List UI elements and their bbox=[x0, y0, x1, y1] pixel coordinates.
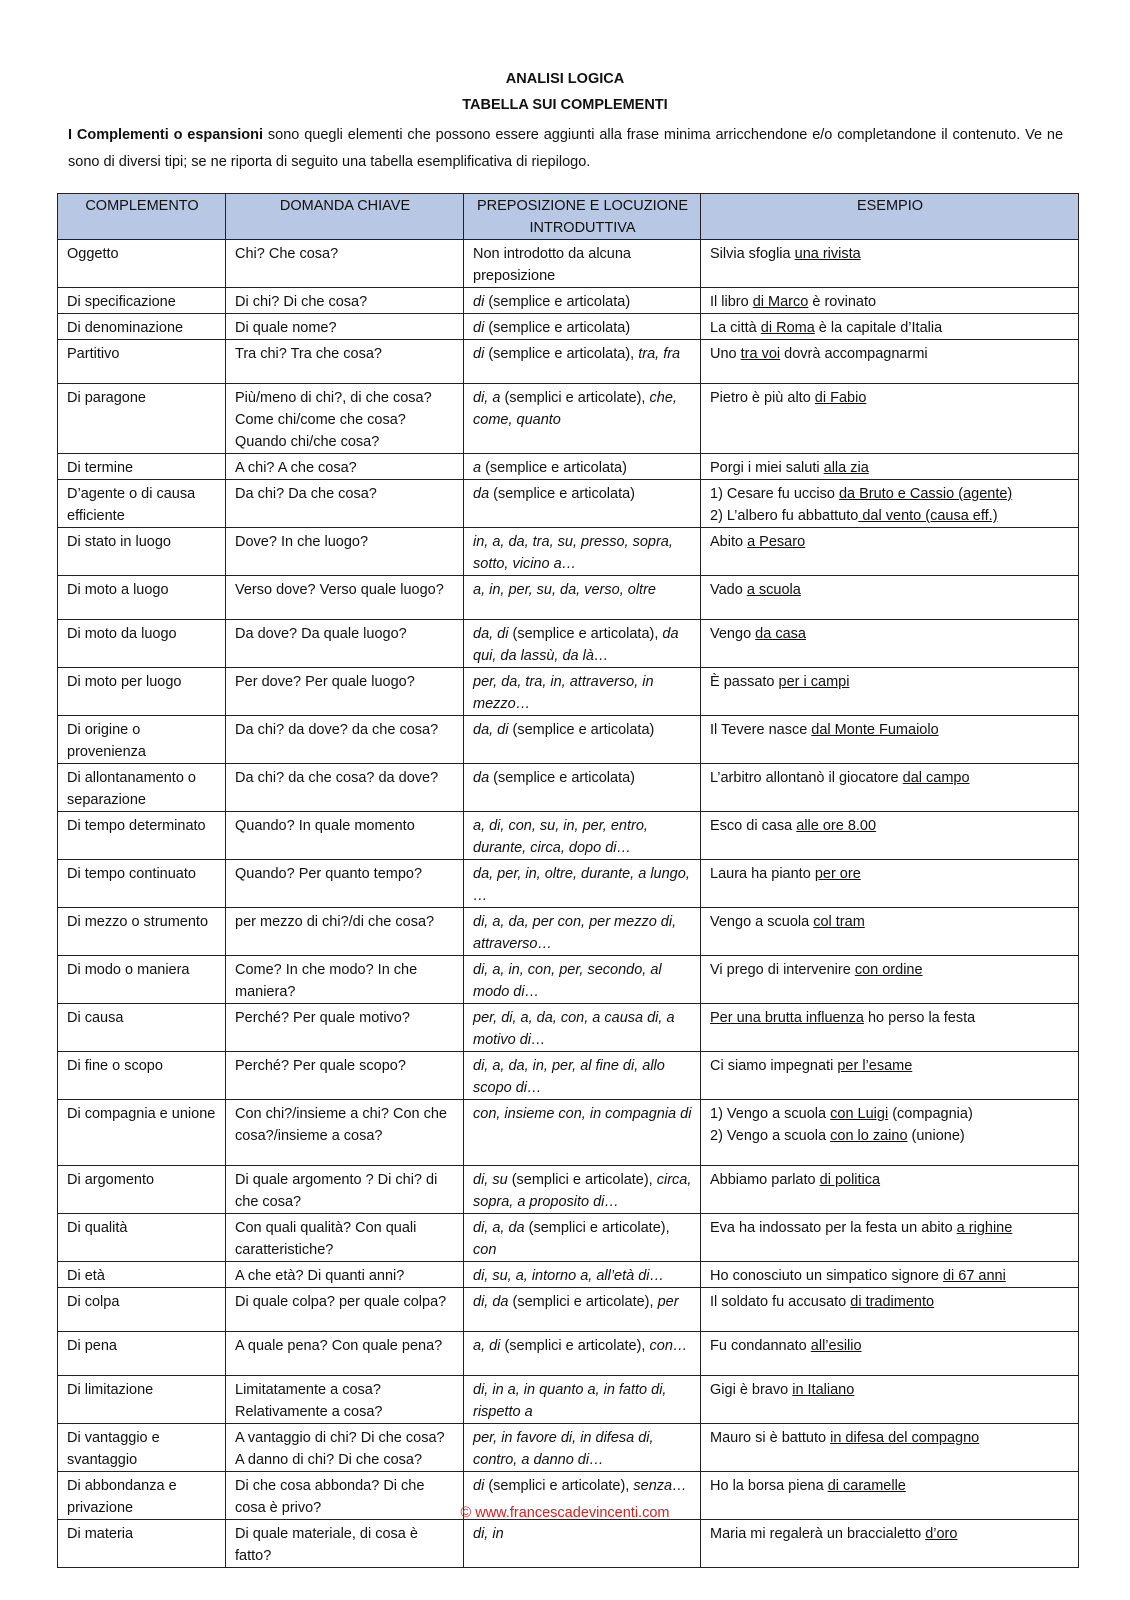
cell-text-run: È passato bbox=[710, 674, 779, 690]
cell-domanda-chiave: Perché? Per quale scopo? bbox=[226, 1052, 464, 1100]
cell-text-run: a, in, per, su, da, verso, oltre bbox=[473, 582, 656, 598]
cell-complemento: Oggetto bbox=[58, 240, 226, 288]
table-row bbox=[58, 812, 1079, 860]
example-highlight: con ordine bbox=[854, 962, 923, 978]
table-row bbox=[58, 288, 1079, 314]
cell-text-run: Il libro bbox=[710, 294, 753, 310]
table-row bbox=[58, 956, 1079, 1004]
cell-preposizione bbox=[464, 668, 701, 716]
cell-domanda-chiave: Di chi? Di che cosa? bbox=[226, 288, 464, 314]
cell-esempio bbox=[701, 314, 1079, 340]
cell-text-run: di bbox=[473, 320, 485, 336]
table-row bbox=[58, 384, 1079, 454]
cell-text-run: che, come, quanto bbox=[473, 390, 677, 428]
complements-table bbox=[57, 193, 1079, 1568]
cell-preposizione bbox=[464, 764, 701, 812]
cell-text-run: Ho conosciuto un simpatico signore bbox=[710, 1268, 943, 1284]
cell-text-run: Uno bbox=[710, 346, 741, 362]
cell-complemento: Di termine bbox=[58, 454, 226, 480]
cell-text-run: da bbox=[473, 486, 490, 502]
cell-domanda-chiave: Chi? Che cosa? bbox=[226, 240, 464, 288]
cell-complemento: Di mezzo o strumento bbox=[58, 908, 226, 956]
table-row bbox=[58, 1288, 1079, 1332]
document-title: ANALISI LOGICA bbox=[505, 71, 625, 87]
intro-text: sono quegli elementi che possono essere aggiunti alla frase minima arricchendone e/o completandone il contenuto. Ve ne sono di diversi tipi; se ne riporta di seguito una tabella esemplificativa di riepilogo. bbox=[68, 127, 1064, 170]
cell-text-run: Non introdotto da alcuna preposizione bbox=[473, 246, 631, 284]
cell-text-run: di, a, da, per con, per mezzo di, attraverso… bbox=[473, 914, 677, 952]
example-highlight: alla zia bbox=[823, 460, 869, 476]
cell-complemento: Di pena bbox=[58, 1332, 226, 1376]
example-highlight: da casa bbox=[755, 626, 806, 642]
cell-complemento: Di paragone bbox=[58, 384, 226, 454]
cell-complemento: Di moto da luogo bbox=[58, 620, 226, 668]
cell-preposizione bbox=[464, 454, 701, 480]
cell-text-run: di, a, da bbox=[473, 1220, 525, 1236]
cell-complemento: Di abbondanza e privazione bbox=[58, 1472, 226, 1520]
cell-esempio bbox=[701, 860, 1079, 908]
cell-text-run: Il Tevere nasce bbox=[710, 722, 812, 738]
cell-text-run: per, di, a, da, con, a causa di, a motivo di… bbox=[473, 1010, 675, 1048]
cell-preposizione bbox=[464, 1520, 701, 1568]
cell-text-run: (semplice e articolata) bbox=[484, 320, 631, 336]
cell-text-run: Fu condannato bbox=[710, 1338, 811, 1354]
cell-domanda-chiave: Per dove? Per quale luogo? bbox=[226, 668, 464, 716]
cell-domanda-chiave: Da chi? Da che cosa? bbox=[226, 480, 464, 528]
cell-domanda-chiave: Perché? Per quale motivo? bbox=[226, 1004, 464, 1052]
cell-preposizione bbox=[464, 1262, 701, 1288]
cell-text-run: Esco di casa bbox=[710, 818, 797, 834]
cell-esempio bbox=[701, 1262, 1079, 1288]
example-highlight: dal campo bbox=[902, 770, 970, 786]
cell-text-run: Maria mi regalerà un braccialetto bbox=[710, 1526, 926, 1542]
table-row bbox=[58, 908, 1079, 956]
cell-preposizione bbox=[464, 288, 701, 314]
cell-esempio bbox=[701, 1004, 1079, 1052]
cell-text-run: di, da bbox=[473, 1294, 509, 1310]
example-highlight: di caramelle bbox=[827, 1478, 906, 1494]
cell-domanda-chiave: A vantaggio di chi? Di che cosa? A danno di chi? Di che cosa? bbox=[226, 1424, 464, 1472]
cell-text-run: Vengo bbox=[710, 626, 756, 642]
table-header-row bbox=[58, 194, 1079, 240]
cell-complemento: Di specificazione bbox=[58, 288, 226, 314]
cell-text-run: Vengo a scuola bbox=[710, 914, 814, 930]
intro-bold-term: I Complementi o espansioni bbox=[68, 127, 264, 143]
cell-text-run: Laura ha pianto bbox=[710, 866, 815, 882]
example-highlight: alle ore 8.00 bbox=[796, 818, 877, 834]
cell-preposizione bbox=[464, 528, 701, 576]
example-highlight: di Roma bbox=[760, 320, 815, 336]
cell-domanda-chiave: Dove? In che luogo? bbox=[226, 528, 464, 576]
cell-text-run: (semplici e articolate), bbox=[500, 1338, 650, 1354]
cell-complemento: Di argomento bbox=[58, 1166, 226, 1214]
cell-esempio bbox=[701, 240, 1079, 288]
cell-text-run: da qui, da lassù, da là… bbox=[473, 626, 679, 664]
cell-text-run: con… bbox=[649, 1338, 688, 1354]
header-domanda-chiave: DOMANDA CHIAVE bbox=[226, 194, 464, 240]
table-row bbox=[58, 1052, 1079, 1100]
cell-text-run: Mauro si è battuto bbox=[710, 1430, 831, 1446]
footer-copyright: © www.francescadevincenti.com bbox=[460, 1505, 670, 1521]
cell-domanda-chiave: Più/meno di chi?, di che cosa? Come chi/come che cosa? Quando chi/che cosa? bbox=[226, 384, 464, 454]
cell-text-run: di, in a, in quanto a, in fatto di, rispetto a bbox=[473, 1382, 667, 1420]
cell-text-run: senza… bbox=[633, 1478, 687, 1494]
cell-complemento: Di stato in luogo bbox=[58, 528, 226, 576]
cell-complemento: Di colpa bbox=[58, 1288, 226, 1332]
cell-preposizione bbox=[464, 620, 701, 668]
cell-preposizione bbox=[464, 812, 701, 860]
table-row bbox=[58, 1332, 1079, 1376]
table-row bbox=[58, 240, 1079, 288]
example-highlight: a righine bbox=[956, 1220, 1013, 1236]
table-row bbox=[58, 576, 1079, 620]
cell-text-run: 1) Vengo a scuola bbox=[710, 1106, 831, 1122]
cell-complemento: Di allontanamento o separazione bbox=[58, 764, 226, 812]
cell-esempio bbox=[701, 1052, 1079, 1100]
cell-text-run: ho perso la festa bbox=[863, 1010, 976, 1026]
cell-preposizione bbox=[464, 1214, 701, 1262]
cell-text-run: (semplice e articolata), bbox=[484, 346, 639, 362]
cell-text-run: (semplice e articolata) bbox=[489, 486, 635, 502]
example-highlight: di Fabio bbox=[814, 390, 867, 406]
example-highlight: all’esilio bbox=[810, 1338, 862, 1354]
example-highlight: tra voi bbox=[740, 346, 781, 362]
cell-text-run: di bbox=[473, 346, 485, 362]
cell-esempio bbox=[701, 812, 1079, 860]
cell-text-run: (semplice e articolata) bbox=[481, 460, 627, 476]
cell-text-run: L’arbitro allontanò il giocatore bbox=[710, 770, 903, 786]
cell-complemento: Di fine o scopo bbox=[58, 1052, 226, 1100]
table-row bbox=[58, 1214, 1079, 1262]
cell-esempio bbox=[701, 1100, 1079, 1166]
cell-esempio bbox=[701, 1376, 1079, 1424]
cell-preposizione bbox=[464, 1166, 701, 1214]
cell-complemento: Di denominazione bbox=[58, 314, 226, 340]
cell-esempio bbox=[701, 528, 1079, 576]
cell-text-run: Ci siamo impegnati bbox=[710, 1058, 838, 1074]
cell-text-run: (semplice e articolata) bbox=[489, 770, 635, 786]
table-row bbox=[58, 1262, 1079, 1288]
cell-text-run: La città bbox=[710, 320, 761, 336]
cell-domanda-chiave: Di quale colpa? per quale colpa? bbox=[226, 1288, 464, 1332]
cell-text-run: per bbox=[657, 1294, 679, 1310]
cell-text-run: Abbiamo parlato bbox=[710, 1172, 820, 1188]
cell-text-run: (semplici e articolate), bbox=[500, 390, 650, 406]
cell-domanda-chiave: Quando? In quale momento bbox=[226, 812, 464, 860]
cell-text-run: di, in bbox=[473, 1526, 504, 1542]
cell-esempio bbox=[701, 340, 1079, 384]
cell-complemento: Di modo o maniera bbox=[58, 956, 226, 1004]
cell-text-run: (semplici e articolate), bbox=[508, 1294, 658, 1310]
example-highlight: a scuola bbox=[746, 582, 801, 598]
cell-domanda-chiave: Verso dove? Verso quale luogo? bbox=[226, 576, 464, 620]
intro-paragraph bbox=[68, 122, 1063, 176]
table-row bbox=[58, 716, 1079, 764]
example-highlight: di 67 anni bbox=[942, 1268, 1006, 1284]
table-row bbox=[58, 620, 1079, 668]
cell-preposizione bbox=[464, 1376, 701, 1424]
table-body bbox=[58, 240, 1079, 1568]
cell-text-run: di, a, in, con, per, secondo, al modo di… bbox=[473, 962, 662, 1000]
cell-complemento: Di limitazione bbox=[58, 1376, 226, 1424]
cell-text-run: di bbox=[473, 294, 485, 310]
table-row bbox=[58, 1100, 1079, 1166]
cell-esempio bbox=[701, 1520, 1079, 1568]
example-highlight: dal Monte Fumaiolo bbox=[811, 722, 939, 738]
header-complemento: COMPLEMENTO bbox=[58, 194, 226, 240]
cell-domanda-chiave: Di che cosa abbonda? Di che cosa è privo? bbox=[226, 1472, 464, 1520]
cell-text-run: da bbox=[473, 770, 490, 786]
cell-text-run: è rovinato bbox=[808, 294, 877, 310]
cell-domanda-chiave: Da dove? Da quale luogo? bbox=[226, 620, 464, 668]
example-highlight: in Italiano bbox=[792, 1382, 855, 1398]
cell-text-run: da, di bbox=[473, 722, 509, 738]
cell-text-run: Vi prego di intervenire bbox=[710, 962, 855, 978]
example-highlight: d’oro bbox=[925, 1526, 958, 1542]
cell-preposizione bbox=[464, 576, 701, 620]
cell-domanda-chiave: Da chi? da dove? da che cosa? bbox=[226, 716, 464, 764]
example-highlight: con Luigi bbox=[830, 1106, 889, 1122]
example-highlight: con lo zaino bbox=[830, 1128, 908, 1144]
table-row bbox=[58, 528, 1079, 576]
cell-preposizione bbox=[464, 340, 701, 384]
example-highlight: di Marco bbox=[752, 294, 809, 310]
cell-text-run: Il soldato fu accusato bbox=[710, 1294, 851, 1310]
example-highlight: in difesa del compagno bbox=[830, 1430, 980, 1446]
cell-esempio bbox=[701, 764, 1079, 812]
cell-domanda-chiave: Di quale materiale, di cosa è fatto? bbox=[226, 1520, 464, 1568]
cell-text-run: Vado bbox=[710, 582, 747, 598]
cell-esempio bbox=[701, 908, 1079, 956]
cell-preposizione bbox=[464, 1052, 701, 1100]
cell-text-run: Abito bbox=[710, 534, 748, 550]
cell-complemento: D’agente o di causa efficiente bbox=[58, 480, 226, 528]
cell-preposizione bbox=[464, 314, 701, 340]
cell-text-run: con bbox=[473, 1242, 497, 1258]
cell-domanda-chiave: Tra chi? Tra che cosa? bbox=[226, 340, 464, 384]
cell-esempio bbox=[701, 1332, 1079, 1376]
cell-text-run: 2) L’albero fu abbattuto bbox=[710, 508, 859, 524]
example-highlight: una rivista bbox=[794, 246, 861, 262]
example-highlight: dal vento (causa eff.) bbox=[858, 508, 998, 524]
cell-text-run: Pietro è più alto bbox=[710, 390, 815, 406]
cell-domanda-chiave: Di quale argomento ? Di chi? di che cosa? bbox=[226, 1166, 464, 1214]
table-row bbox=[58, 764, 1079, 812]
cell-complemento: Di qualità bbox=[58, 1214, 226, 1262]
cell-preposizione bbox=[464, 1424, 701, 1472]
cell-esempio bbox=[701, 1424, 1079, 1472]
cell-text-run: (semplici e articolate), bbox=[507, 1172, 657, 1188]
cell-preposizione bbox=[464, 1288, 701, 1332]
example-highlight: di tradimento bbox=[850, 1294, 935, 1310]
example-highlight: Per una brutta influenza bbox=[710, 1010, 864, 1026]
cell-esempio bbox=[701, 1288, 1079, 1332]
cell-esempio bbox=[701, 1214, 1079, 1262]
example-highlight: da Bruto e Cassio (agente) bbox=[838, 486, 1013, 502]
cell-complemento: Partitivo bbox=[58, 340, 226, 384]
cell-preposizione bbox=[464, 1100, 701, 1166]
cell-complemento: Di causa bbox=[58, 1004, 226, 1052]
cell-text-run: di, su, a, intorno a, all’età di… bbox=[473, 1268, 665, 1284]
cell-text-run: (semplici e articolate), bbox=[524, 1220, 670, 1236]
cell-text-run: dovrà accompagnarmi bbox=[780, 346, 928, 362]
cell-esempio bbox=[701, 620, 1079, 668]
cell-domanda-chiave: Da chi? da che cosa? da dove? bbox=[226, 764, 464, 812]
cell-complemento: Di tempo continuato bbox=[58, 860, 226, 908]
example-highlight: di politica bbox=[819, 1172, 881, 1188]
cell-esempio bbox=[701, 956, 1079, 1004]
cell-preposizione bbox=[464, 1004, 701, 1052]
cell-complemento: Di età bbox=[58, 1262, 226, 1288]
document-subtitle: TABELLA SUI COMPLEMENTI bbox=[462, 97, 668, 113]
cell-esempio bbox=[701, 716, 1079, 764]
cell-text-run: con, insieme con, in compagnia di bbox=[473, 1106, 692, 1122]
table-row bbox=[58, 340, 1079, 384]
cell-esempio bbox=[701, 576, 1079, 620]
cell-domanda-chiave: per mezzo di chi?/di che cosa? bbox=[226, 908, 464, 956]
cell-text-run: Silvia sfoglia bbox=[710, 246, 795, 262]
header-preposizione: PREPOSIZIONE E LOCUZIONE INTRODUTTIVA bbox=[464, 194, 701, 240]
example-highlight: per ore bbox=[814, 866, 861, 882]
cell-domanda-chiave: A che età? Di quanti anni? bbox=[226, 1262, 464, 1288]
cell-domanda-chiave: Con quali qualità? Con quali caratteristiche? bbox=[226, 1214, 464, 1262]
cell-text-run: Porgi i miei saluti bbox=[710, 460, 824, 476]
cell-text-run: a, di, con, su, in, per, entro, durante, circa, dopo di… bbox=[473, 818, 648, 856]
cell-text-run: è la capitale d’Italia bbox=[814, 320, 943, 336]
cell-preposizione bbox=[464, 1332, 701, 1376]
cell-preposizione bbox=[464, 384, 701, 454]
cell-text-run: circa, sopra, a proposito di… bbox=[473, 1172, 692, 1210]
cell-text-run: da, per, in, oltre, durante, a lungo, … bbox=[473, 866, 690, 904]
table-row bbox=[58, 480, 1079, 528]
cell-text-run: (compagnia) bbox=[888, 1106, 973, 1122]
cell-text-run: (unione) bbox=[907, 1128, 965, 1144]
cell-esempio bbox=[701, 480, 1079, 528]
cell-text-run: di, a, da, in, per, al fine di, allo scopo di… bbox=[473, 1058, 665, 1096]
cell-text-run: di, su bbox=[473, 1172, 508, 1188]
cell-text-run: Ho la borsa piena bbox=[710, 1478, 828, 1494]
cell-preposizione bbox=[464, 240, 701, 288]
cell-complemento: Di tempo determinato bbox=[58, 812, 226, 860]
cell-text-run: a, di bbox=[473, 1338, 501, 1354]
cell-text-run: di, a bbox=[473, 390, 501, 406]
cell-preposizione bbox=[464, 956, 701, 1004]
example-highlight: per l’esame bbox=[837, 1058, 913, 1074]
cell-text-run: in, a, da, tra, su, presso, sopra, sotto, vicino a… bbox=[473, 534, 673, 572]
table-row bbox=[58, 1520, 1079, 1568]
table-row bbox=[58, 1166, 1079, 1214]
table-row bbox=[58, 1004, 1079, 1052]
table-row bbox=[58, 668, 1079, 716]
cell-complemento: Di moto per luogo bbox=[58, 668, 226, 716]
table-row bbox=[58, 1424, 1079, 1472]
cell-esempio bbox=[701, 1166, 1079, 1214]
table-row bbox=[58, 454, 1079, 480]
cell-preposizione bbox=[464, 480, 701, 528]
cell-preposizione bbox=[464, 860, 701, 908]
cell-text-run: per, in favore di, in difesa di, contro, a danno di… bbox=[473, 1430, 654, 1468]
header-esempio: ESEMPIO bbox=[701, 194, 1079, 240]
cell-esempio bbox=[701, 454, 1079, 480]
cell-text-run: (semplice e articolata), bbox=[508, 626, 663, 642]
cell-preposizione bbox=[464, 908, 701, 956]
cell-domanda-chiave: Di quale nome? bbox=[226, 314, 464, 340]
cell-text-run: Gigi è bravo bbox=[710, 1382, 793, 1398]
cell-text-run: 2) Vengo a scuola bbox=[710, 1128, 831, 1144]
cell-complemento: Di compagnia e unione bbox=[58, 1100, 226, 1166]
cell-complemento: Di materia bbox=[58, 1520, 226, 1568]
table-row bbox=[58, 860, 1079, 908]
cell-text-run: per, da, tra, in, attraverso, in mezzo… bbox=[473, 674, 654, 712]
cell-text-run: di bbox=[473, 1478, 485, 1494]
cell-preposizione bbox=[464, 716, 701, 764]
cell-text-run: (semplice e articolata) bbox=[508, 722, 655, 738]
cell-text-run: (semplice e articolata) bbox=[484, 294, 631, 310]
example-highlight: col tram bbox=[813, 914, 865, 930]
cell-esempio bbox=[701, 668, 1079, 716]
cell-text-run: 1) Cesare fu ucciso bbox=[710, 486, 839, 502]
cell-complemento: Di origine o provenienza bbox=[58, 716, 226, 764]
cell-text-run: a bbox=[473, 460, 482, 476]
cell-text-run: tra, fra bbox=[638, 346, 681, 362]
cell-domanda-chiave: Con chi?/insieme a chi? Con che cosa?/insieme a cosa? bbox=[226, 1100, 464, 1166]
cell-domanda-chiave: Limitatamente a cosa? Relativamente a cosa? bbox=[226, 1376, 464, 1424]
cell-domanda-chiave: Quando? Per quanto tempo? bbox=[226, 860, 464, 908]
example-highlight: a Pesaro bbox=[747, 534, 806, 550]
cell-domanda-chiave: Come? In che modo? In che maniera? bbox=[226, 956, 464, 1004]
cell-text-run: (semplici e articolate), bbox=[484, 1478, 634, 1494]
table-row bbox=[58, 314, 1079, 340]
table-row bbox=[58, 1376, 1079, 1424]
cell-complemento: Di moto a luogo bbox=[58, 576, 226, 620]
cell-domanda-chiave: A chi? A che cosa? bbox=[226, 454, 464, 480]
cell-text-run: da, di bbox=[473, 626, 509, 642]
example-highlight: per i campi bbox=[778, 674, 850, 690]
cell-domanda-chiave: A quale pena? Con quale pena? bbox=[226, 1332, 464, 1376]
cell-complemento: Di vantaggio e svantaggio bbox=[58, 1424, 226, 1472]
cell-esempio bbox=[701, 288, 1079, 314]
cell-esempio bbox=[701, 384, 1079, 454]
cell-text-run: Eva ha indossato per la festa un abito bbox=[710, 1220, 957, 1236]
